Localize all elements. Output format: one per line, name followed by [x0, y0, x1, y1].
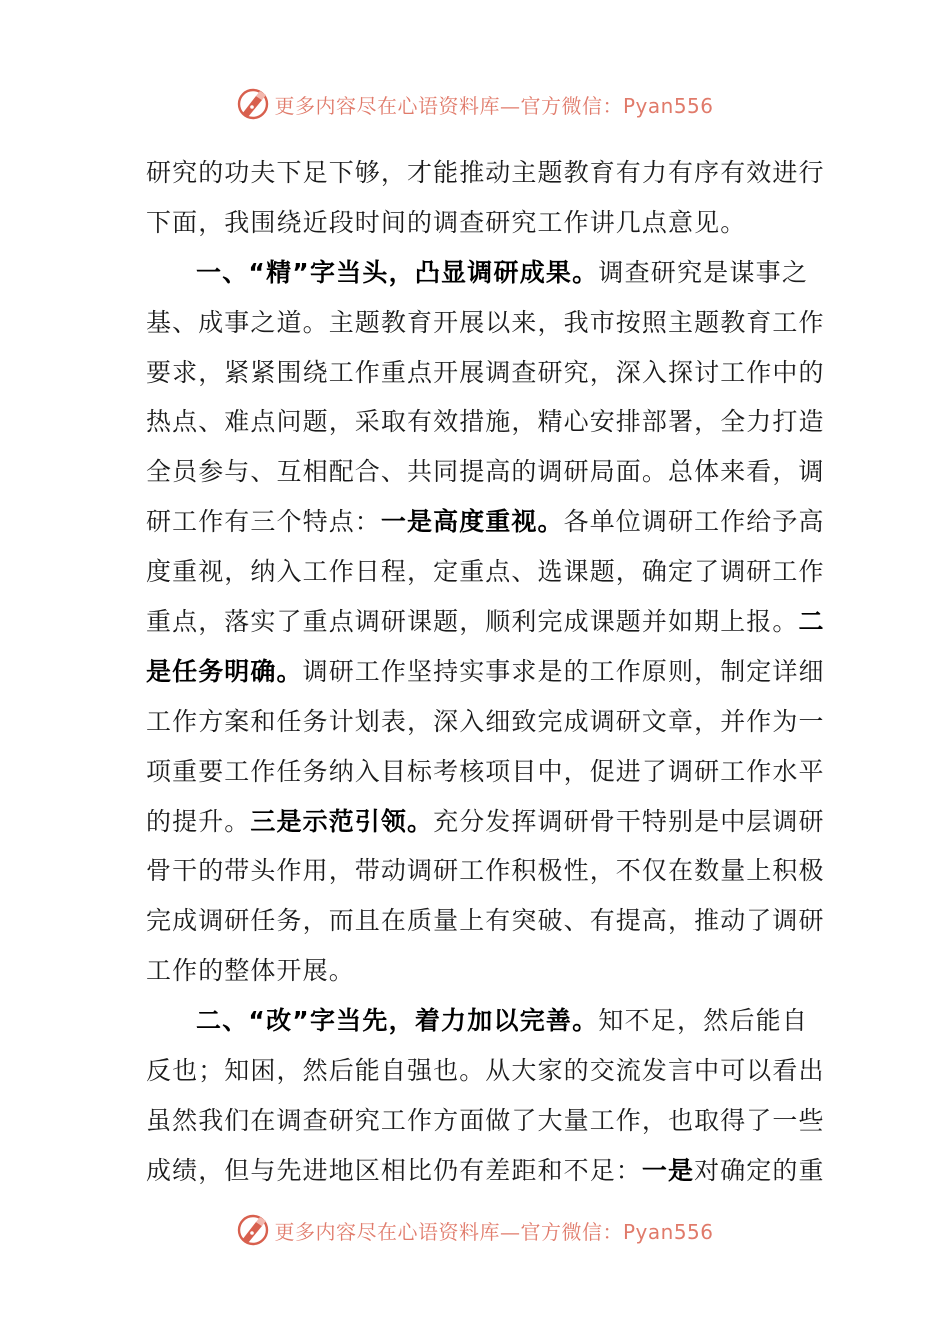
text-segment: 骨干的带头作用，带动调研工作积极性，不仅在数量上积极 — [146, 856, 825, 886]
text-segment: 反也；知困，然后能自强也。从大家的交流发言中可以看出 — [146, 1056, 825, 1086]
bold-text-segment: 一是高度重视。 — [380, 507, 564, 537]
text-line-6 — [146, 397, 825, 447]
section-heading-2-line — [146, 996, 808, 1046]
text-segment: 下面，我围绕近段时间的调查研究工作讲几点意见。 — [146, 207, 747, 237]
text-line-17 — [146, 946, 808, 996]
text-segment: 充分发挥调研骨干特别是中层调研 — [433, 806, 825, 836]
text-line-20 — [146, 1096, 825, 1146]
document-body — [146, 148, 825, 1196]
text-line-12 — [146, 697, 825, 747]
header-watermark-banner — [0, 86, 950, 122]
text-segment: 虽然我们在调查研究工作方面做了大量工作，也取得了一些 — [146, 1105, 825, 1135]
section-heading-1-line — [146, 248, 808, 298]
text-segment: 的提升。 — [146, 806, 251, 836]
text-segment: 研究的功夫下足下够，才能推动主题教育有力有序有效进行 — [146, 158, 825, 187]
bold-text-segment: 二、“改”字当先，着力加以完善。 — [196, 1006, 599, 1036]
pen-nib-circle-logo-icon — [236, 1213, 270, 1247]
bold-text-segment: 二 — [798, 607, 825, 637]
text-segment: 研工作有三个特点： — [146, 507, 381, 537]
text-line-15 — [146, 846, 825, 896]
banner-text: 更多内容尽在心语资料库—官方微信：Pyan556 — [274, 93, 714, 118]
text-line-10 — [146, 597, 825, 647]
text-segment: 热点、难点问题，采取有效措施，精心安排部署，全力打造 — [146, 407, 825, 437]
text-segment: 对确定的重 — [694, 1155, 825, 1185]
text-segment: 调研工作坚持实事求是的工作原则，制定详细 — [302, 656, 825, 686]
bold-text-segment: 三是示范引领。 — [250, 806, 434, 836]
text-line-4 — [146, 298, 825, 348]
text-line-11 — [146, 647, 825, 697]
bold-text-segment: 是任务明确。 — [146, 656, 303, 686]
text-segment: 工作方案和任务计划表，深入细致完成调研文章，并作为一 — [146, 706, 825, 736]
text-line-2 — [146, 198, 808, 248]
text-segment: 项重要工作任务纳入目标考核项目中，促进了调研工作水平 — [146, 756, 825, 786]
footer-watermark-banner — [0, 1212, 950, 1248]
text-segment: 调查研究是谋事之 — [598, 257, 808, 287]
text-line-13 — [146, 747, 825, 797]
text-segment: 知不足，然后能自 — [598, 1006, 808, 1036]
text-line-9 — [146, 547, 825, 597]
text-segment: 度重视，纳入工作日程，定重点、选课题，确定了调研工作 — [146, 557, 825, 587]
pen-nib-circle-logo-icon — [236, 87, 270, 121]
text-line-14 — [146, 797, 825, 847]
bold-text-segment: 一是 — [641, 1155, 695, 1185]
text-line-21 — [146, 1146, 825, 1196]
banner-text: 更多内容尽在心语资料库—官方微信：Pyan556 — [274, 1219, 714, 1244]
text-line-16 — [146, 896, 825, 946]
text-segment: 全员参与、互相配合、共同提高的调研局面。总体来看，调 — [146, 457, 825, 487]
text-segment: 各单位调研工作给予高 — [563, 507, 825, 537]
text-line-19 — [146, 1046, 825, 1096]
text-line-7 — [146, 447, 825, 497]
text-segment: 要求，紧紧围绕工作重点开展调查研究，深入探讨工作中的 — [146, 357, 825, 387]
bold-text-segment: 一、“精”字当头，凸显调研成果。 — [196, 257, 599, 287]
text-segment: 工作的整体开展。 — [146, 956, 355, 986]
text-segment: 成绩，但与先进地区相比仍有差距和不足： — [146, 1155, 642, 1185]
text-line-1 — [146, 148, 825, 198]
text-line-5 — [146, 348, 825, 398]
text-line-8 — [146, 497, 825, 547]
text-segment: 基、成事之道。主题教育开展以来，我市按照主题教育工作 — [146, 307, 825, 337]
text-segment: 完成调研任务，而且在质量上有突破、有提高，推动了调研 — [146, 906, 825, 936]
text-segment: 重点，落实了重点调研课题，顺利完成课题并如期上报。 — [146, 607, 799, 637]
